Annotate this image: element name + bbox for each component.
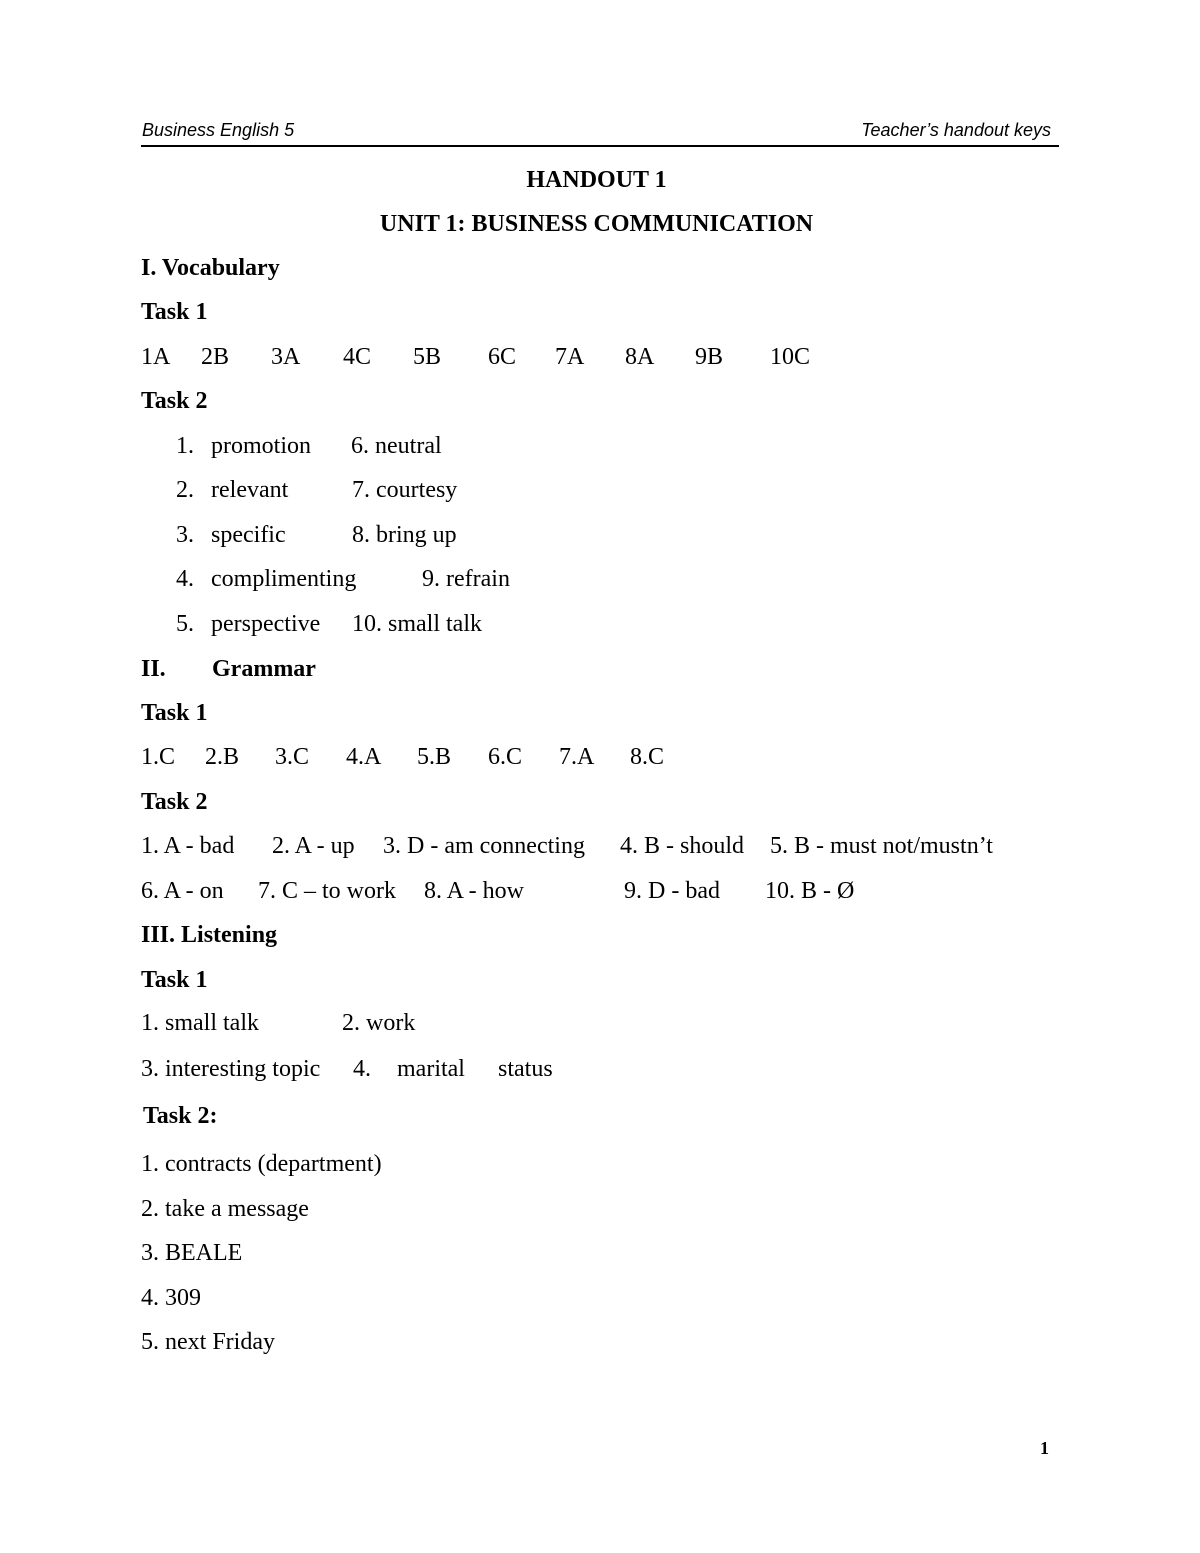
grammar-task1-label: Task 1 [141, 700, 208, 726]
handout-title: HANDOUT 1 [526, 167, 667, 193]
answer-item: 1. small talk [141, 1010, 259, 1036]
answer-item: 3.C [275, 744, 310, 770]
vocabulary-task1-label: Task 1 [141, 299, 208, 325]
answer-item: 6. A - on [141, 878, 224, 904]
list-item: complimenting [211, 566, 357, 592]
list-number: 3. [176, 522, 194, 548]
answer-item: 1. A - bad [141, 833, 235, 859]
answer-item: 10. B - Ø [765, 878, 855, 904]
answer-item: 3. D - am connecting [383, 833, 585, 859]
answer-item: 4. B - should [620, 833, 745, 859]
answer-item: 7. C – to work [258, 878, 396, 904]
answer-item: 10C [770, 344, 811, 370]
answer-item: 5.B [417, 744, 452, 770]
answer-item: 8.C [630, 744, 665, 770]
grammar-task2-label: Task 2 [141, 789, 208, 815]
page-number: 1 [1040, 1438, 1049, 1458]
list-item: promotion [211, 433, 311, 459]
list-number: 5. [176, 611, 194, 637]
answer-item: 9. D - bad [624, 878, 720, 904]
answer-item: 2. work [342, 1010, 416, 1036]
vocabulary-heading: I. Vocabulary [141, 255, 280, 281]
answer-item: status [498, 1056, 553, 1082]
answer-item: 4. [353, 1056, 371, 1082]
answer-item: 2. A - up [272, 833, 355, 859]
answer-item: 2. take a message [141, 1196, 309, 1222]
unit-title: UNIT 1: BUSINESS COMMUNICATION [379, 211, 814, 237]
answer-item: 4. 309 [141, 1285, 201, 1311]
answer-item: 6.C [488, 744, 523, 770]
grammar-number: II. [141, 656, 166, 682]
grammar-heading: Grammar [212, 656, 316, 682]
listening-task1-label: Task 1 [141, 967, 208, 993]
header-course: Business English 5 [142, 120, 295, 140]
answer-item: 2.B [205, 744, 240, 770]
list-number: 4. [176, 566, 194, 592]
answer-item: 6C [488, 344, 517, 370]
vocabulary-task2-label: Task 2 [141, 388, 208, 414]
answer-item: 8. A - how [424, 878, 525, 904]
answer-item: 1A [141, 344, 171, 370]
answer-item: 2B [201, 344, 230, 370]
answer-item: 4.A [346, 744, 382, 770]
list-item: 6. neutral [351, 433, 442, 459]
answer-item: 1.C [141, 744, 176, 770]
list-number: 2. [176, 477, 194, 503]
answer-item: 8A [625, 344, 655, 370]
listening-task2-label: Task 2: [143, 1103, 218, 1129]
listening-heading: III. Listening [141, 922, 278, 948]
answer-item: 4C [343, 344, 372, 370]
list-item: relevant [211, 477, 289, 503]
answer-item: 3A [271, 344, 301, 370]
answer-item: marital [397, 1056, 465, 1082]
list-item: 7. courtesy [352, 477, 458, 503]
answer-item: 5. B - must not/mustn’t [770, 833, 993, 859]
answer-item: 5B [413, 344, 442, 370]
answer-item: 3. interesting topic [141, 1056, 321, 1082]
answer-item: 1. contracts (department) [141, 1151, 382, 1177]
list-number: 1. [176, 433, 194, 459]
answer-item: 9B [695, 344, 724, 370]
list-item: 10. small talk [352, 611, 482, 637]
page-header [141, 119, 1059, 147]
answer-item: 7A [555, 344, 585, 370]
answer-item: 3. BEALE [141, 1240, 243, 1266]
list-item: perspective [211, 611, 321, 637]
list-item: specific [211, 522, 286, 548]
list-item: 9. refrain [422, 566, 510, 592]
header-doc-type: Teacher’s handout keys [861, 120, 1051, 140]
list-item: 8. bring up [352, 522, 457, 548]
answer-item: 5. next Friday [141, 1329, 275, 1355]
answer-item: 7.A [559, 744, 595, 770]
